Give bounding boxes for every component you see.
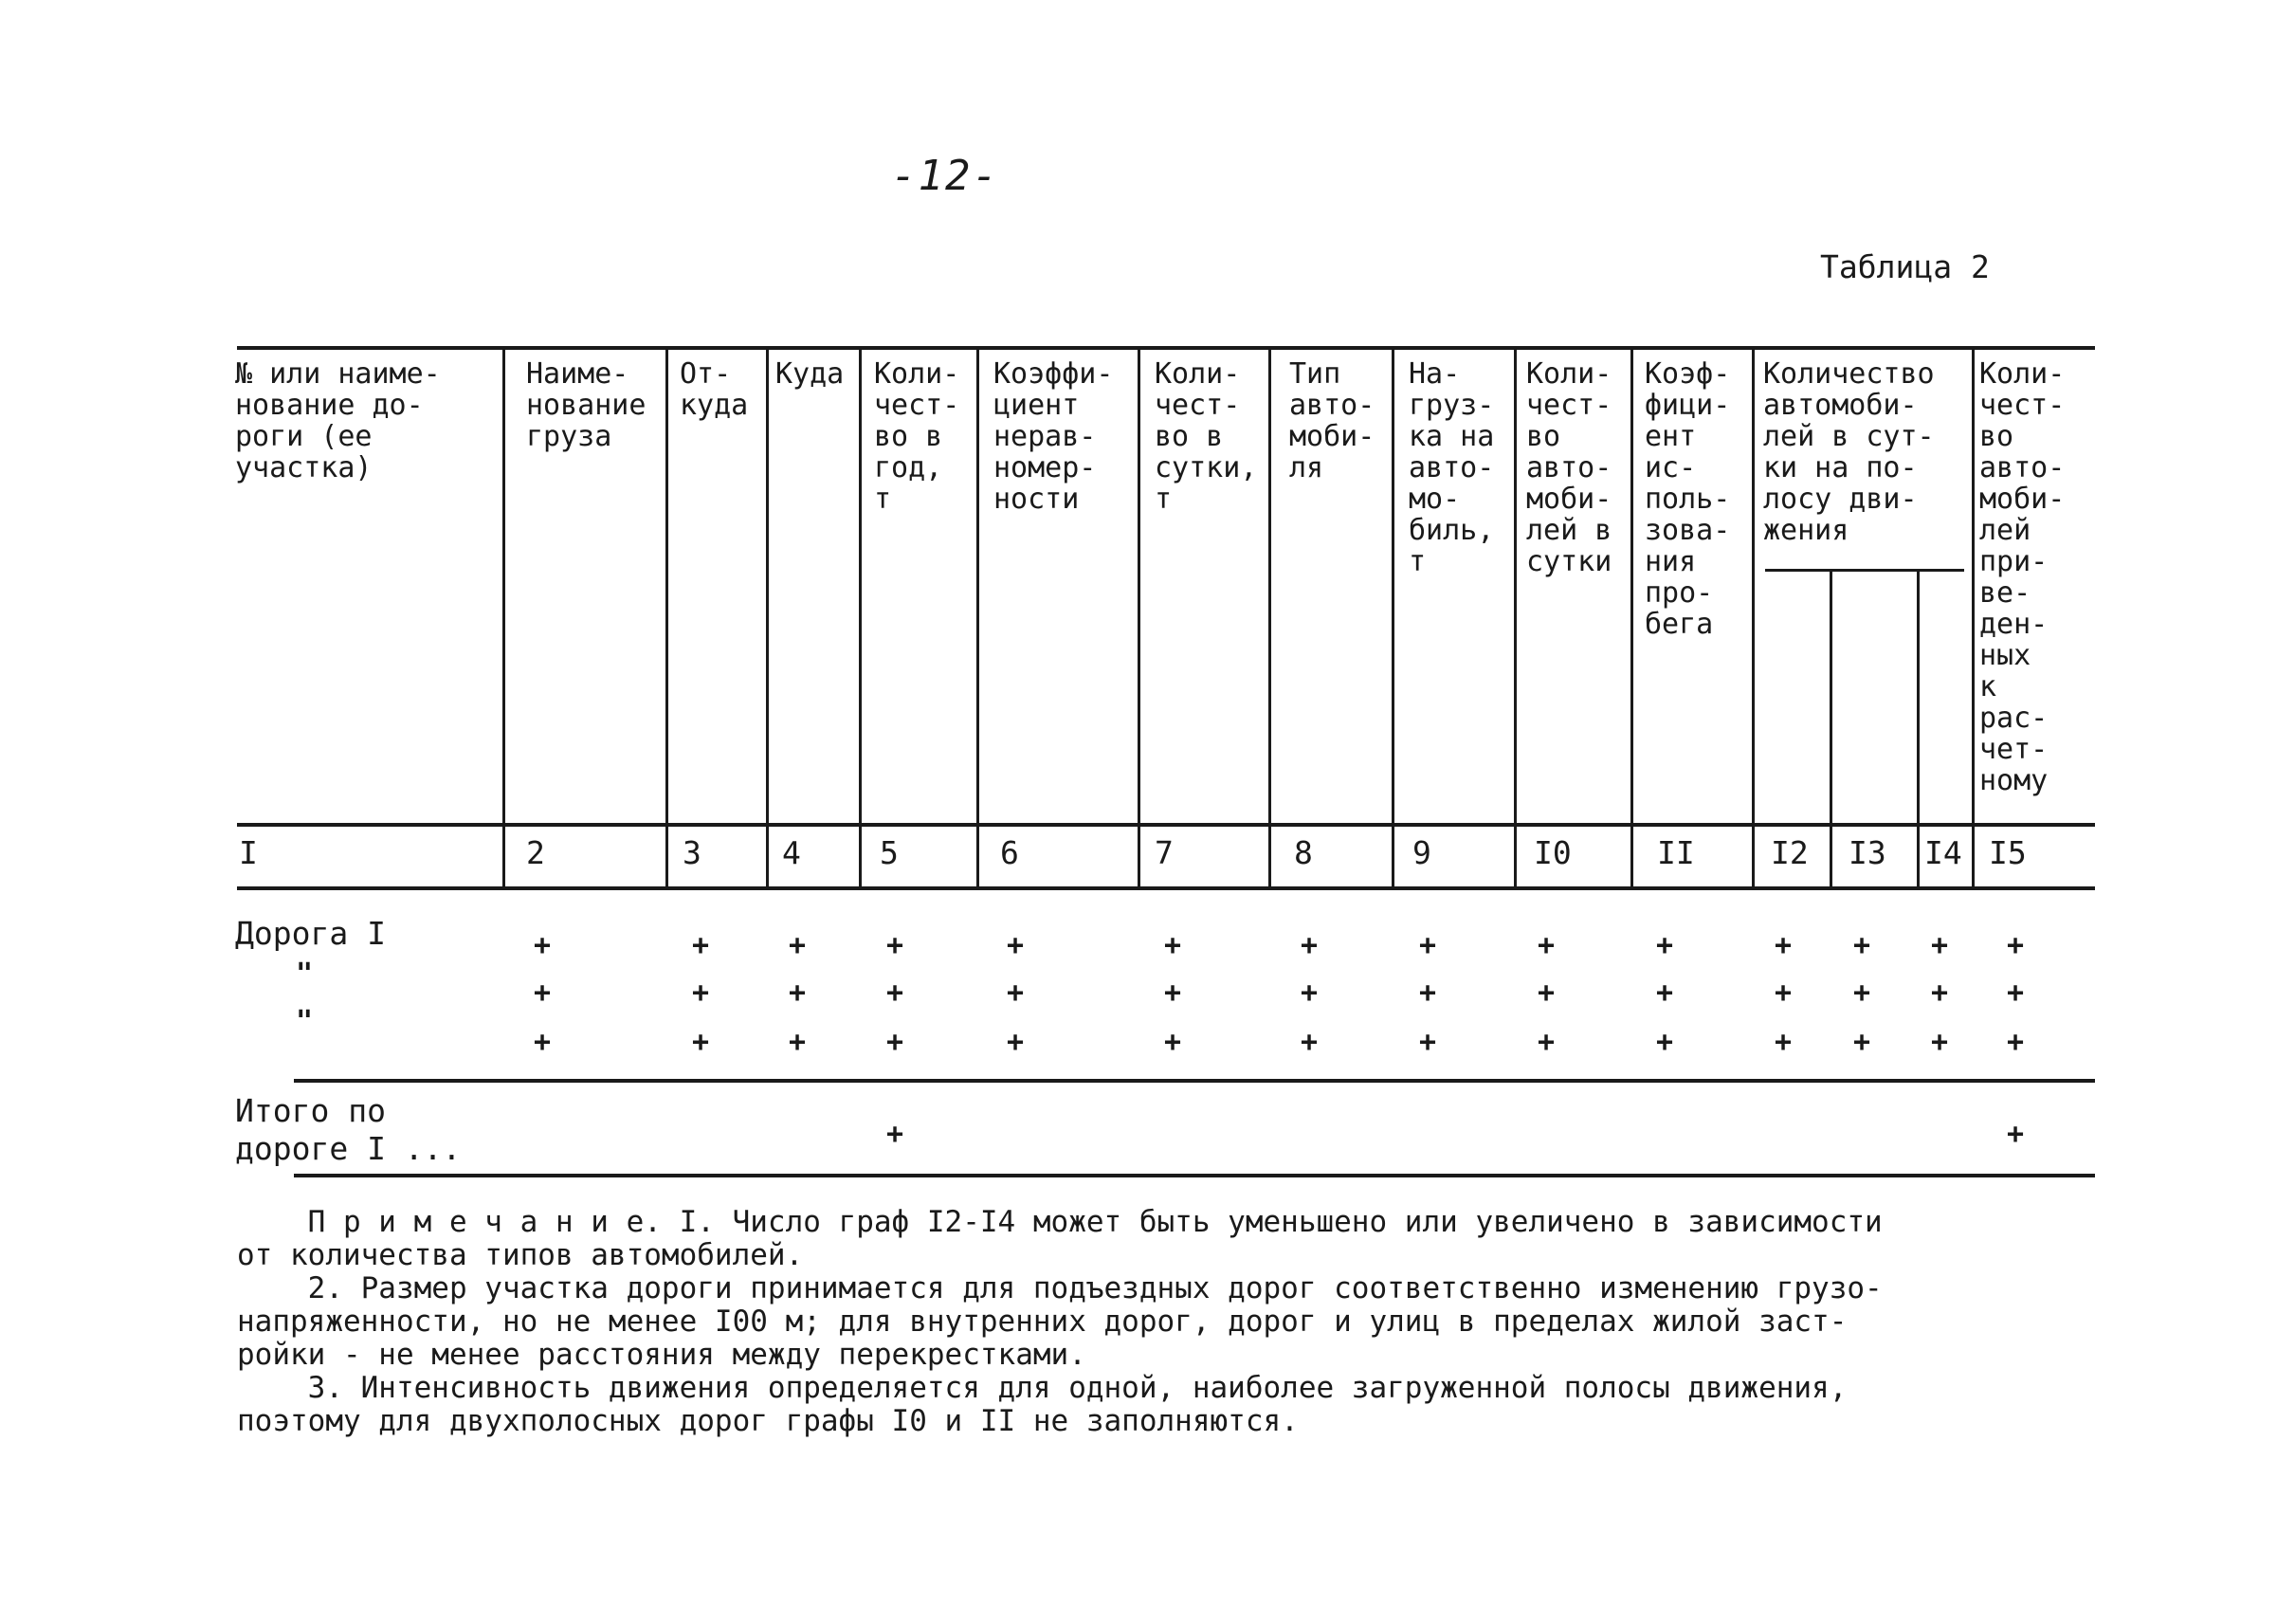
table-mark: + bbox=[1931, 1026, 1949, 1059]
table-mark: + bbox=[789, 976, 807, 1010]
table-mark: + bbox=[789, 1026, 807, 1059]
table-mark: + bbox=[789, 929, 807, 962]
table-mark: + bbox=[692, 1026, 710, 1059]
table-mark: + bbox=[692, 976, 710, 1010]
column-number: 7 bbox=[1155, 834, 1174, 871]
column-divider bbox=[665, 346, 668, 886]
table-mark: + bbox=[692, 929, 710, 962]
column-number: I3 bbox=[1849, 834, 1886, 871]
table-mark: + bbox=[1007, 1026, 1025, 1059]
column-number: 2 bbox=[526, 834, 545, 871]
table-mark: + bbox=[1656, 929, 1674, 962]
table-mark: + bbox=[886, 976, 904, 1010]
table-mark: + bbox=[2007, 1026, 2025, 1059]
column-divider bbox=[859, 346, 862, 886]
column-divider bbox=[1392, 346, 1394, 886]
table-mark: + bbox=[2007, 929, 2025, 962]
total-mark: + bbox=[886, 1118, 904, 1151]
column-number: I0 bbox=[1534, 834, 1572, 871]
column-header: Коэф- фици- ент ис- поль- зова- ния про- бега bbox=[1645, 357, 1731, 641]
table-mark: + bbox=[1775, 976, 1793, 1010]
table-mark: + bbox=[1164, 1026, 1182, 1059]
table-mark: + bbox=[1931, 929, 1949, 962]
total-mark: + bbox=[2007, 1118, 2025, 1151]
table-mark: + bbox=[1538, 929, 1556, 962]
note-3: 3. Интенсивность движения определяется для одной, наиболее загруженной полосы движения, поэтому для двухполосных дорог графы I0 и II не заполняются. bbox=[237, 1371, 1848, 1438]
table-bottom-rule bbox=[294, 1174, 2095, 1177]
subheader-rule bbox=[1765, 569, 1964, 572]
note-1: П р и м е ч а н и е. I. Число граф I2-I4 может быть уменьшено или увеличено в зависимости от количества типов автомобилей. bbox=[237, 1205, 1883, 1272]
table-mark: + bbox=[534, 929, 552, 962]
table-mark: + bbox=[1419, 976, 1437, 1010]
row-label: " bbox=[296, 1005, 314, 1038]
table-mark: + bbox=[2007, 976, 2025, 1010]
table-mark: + bbox=[1301, 929, 1319, 962]
table-mark: + bbox=[1538, 976, 1556, 1010]
table-mark: + bbox=[1775, 1026, 1793, 1059]
column-divider bbox=[1630, 346, 1633, 886]
table-mark: + bbox=[1775, 929, 1793, 962]
column-header: № или наиме- нование до- роги (ее участка) bbox=[235, 357, 441, 484]
table-top-rule bbox=[237, 346, 2095, 350]
table-mark: + bbox=[1164, 929, 1182, 962]
total-label: Итого по дороге I ... bbox=[235, 1092, 462, 1167]
column-header: Коэффи- циент нерав- номер- ности bbox=[993, 357, 1114, 516]
table-mark: + bbox=[1164, 976, 1182, 1010]
table-mark: + bbox=[1656, 1026, 1674, 1059]
note-2: 2. Размер участка дороги принимается для подъездных дорог соответственно изменению грузо- напряженности, но не менее I00 м; для внутренних дорог, дорог и улиц в пределах жилой заст- ройки - не менее расстояния между перекрестками. bbox=[237, 1271, 1883, 1372]
table-mark: + bbox=[1853, 976, 1871, 1010]
column-number: I4 bbox=[1924, 834, 1962, 871]
column-header: От- куда bbox=[680, 357, 749, 422]
column-divider bbox=[766, 346, 769, 886]
column-header: На- груз- ка на авто- мо- биль, т bbox=[1409, 357, 1495, 578]
column-number: I2 bbox=[1771, 834, 1809, 871]
column-header: Коли- чест- во в год, т bbox=[874, 357, 960, 516]
rows-bottom-rule bbox=[294, 1079, 2095, 1083]
page-number: -12- bbox=[891, 152, 999, 200]
header-bottom-rule bbox=[237, 823, 2095, 827]
row-label: Дорога I bbox=[235, 915, 386, 952]
column-number: I bbox=[239, 834, 258, 871]
column-divider bbox=[1514, 346, 1517, 886]
table-mark: + bbox=[1419, 929, 1437, 962]
column-header: Количество автомоби- лей в сут- ки на по- лосу дви- жения bbox=[1763, 357, 1935, 547]
table-mark: + bbox=[1007, 929, 1025, 962]
column-divider bbox=[1752, 346, 1755, 886]
column-header: Коли- чест- во авто- моби- лей в сутки bbox=[1526, 357, 1612, 578]
column-number: I5 bbox=[1989, 834, 2027, 871]
column-header: Коли- чест- во в сутки, т bbox=[1155, 357, 1258, 516]
column-divider bbox=[502, 346, 505, 886]
column-number: 8 bbox=[1294, 834, 1313, 871]
column-header: Тип авто- моби- ля bbox=[1289, 357, 1375, 484]
table-caption: Таблица 2 bbox=[1820, 248, 1990, 285]
table-mark: + bbox=[1853, 1026, 1871, 1059]
column-header: Коли- чест- во авто- моби- лей при- ве- ден- ных к рас- чет- ному bbox=[1979, 357, 2066, 797]
numbers-bottom-rule bbox=[237, 886, 2095, 890]
table-mark: + bbox=[1301, 976, 1319, 1010]
table-mark: + bbox=[886, 929, 904, 962]
column-divider bbox=[1972, 346, 1975, 886]
column-number: 5 bbox=[880, 834, 899, 871]
table-mark: + bbox=[1419, 1026, 1437, 1059]
table-mark: + bbox=[1538, 1026, 1556, 1059]
column-number: II bbox=[1657, 834, 1695, 871]
column-divider bbox=[1830, 569, 1832, 886]
column-divider bbox=[1268, 346, 1271, 886]
column-number: 3 bbox=[683, 834, 701, 871]
table-mark: + bbox=[1656, 976, 1674, 1010]
table-mark: + bbox=[1853, 929, 1871, 962]
column-number: 9 bbox=[1412, 834, 1431, 871]
table-mark: + bbox=[534, 976, 552, 1010]
column-divider bbox=[1917, 569, 1920, 886]
table-mark: + bbox=[1301, 1026, 1319, 1059]
column-number: 4 bbox=[782, 834, 801, 871]
table-mark: + bbox=[534, 1026, 552, 1059]
column-header: Наиме- нование груза bbox=[526, 357, 647, 453]
table-mark: + bbox=[1931, 976, 1949, 1010]
column-header: Куда bbox=[775, 357, 845, 391]
table-mark: + bbox=[886, 1026, 904, 1059]
column-divider bbox=[1138, 346, 1140, 886]
column-number: 6 bbox=[1000, 834, 1019, 871]
row-label: " bbox=[296, 958, 314, 991]
table-mark: + bbox=[1007, 976, 1025, 1010]
column-divider bbox=[976, 346, 979, 886]
